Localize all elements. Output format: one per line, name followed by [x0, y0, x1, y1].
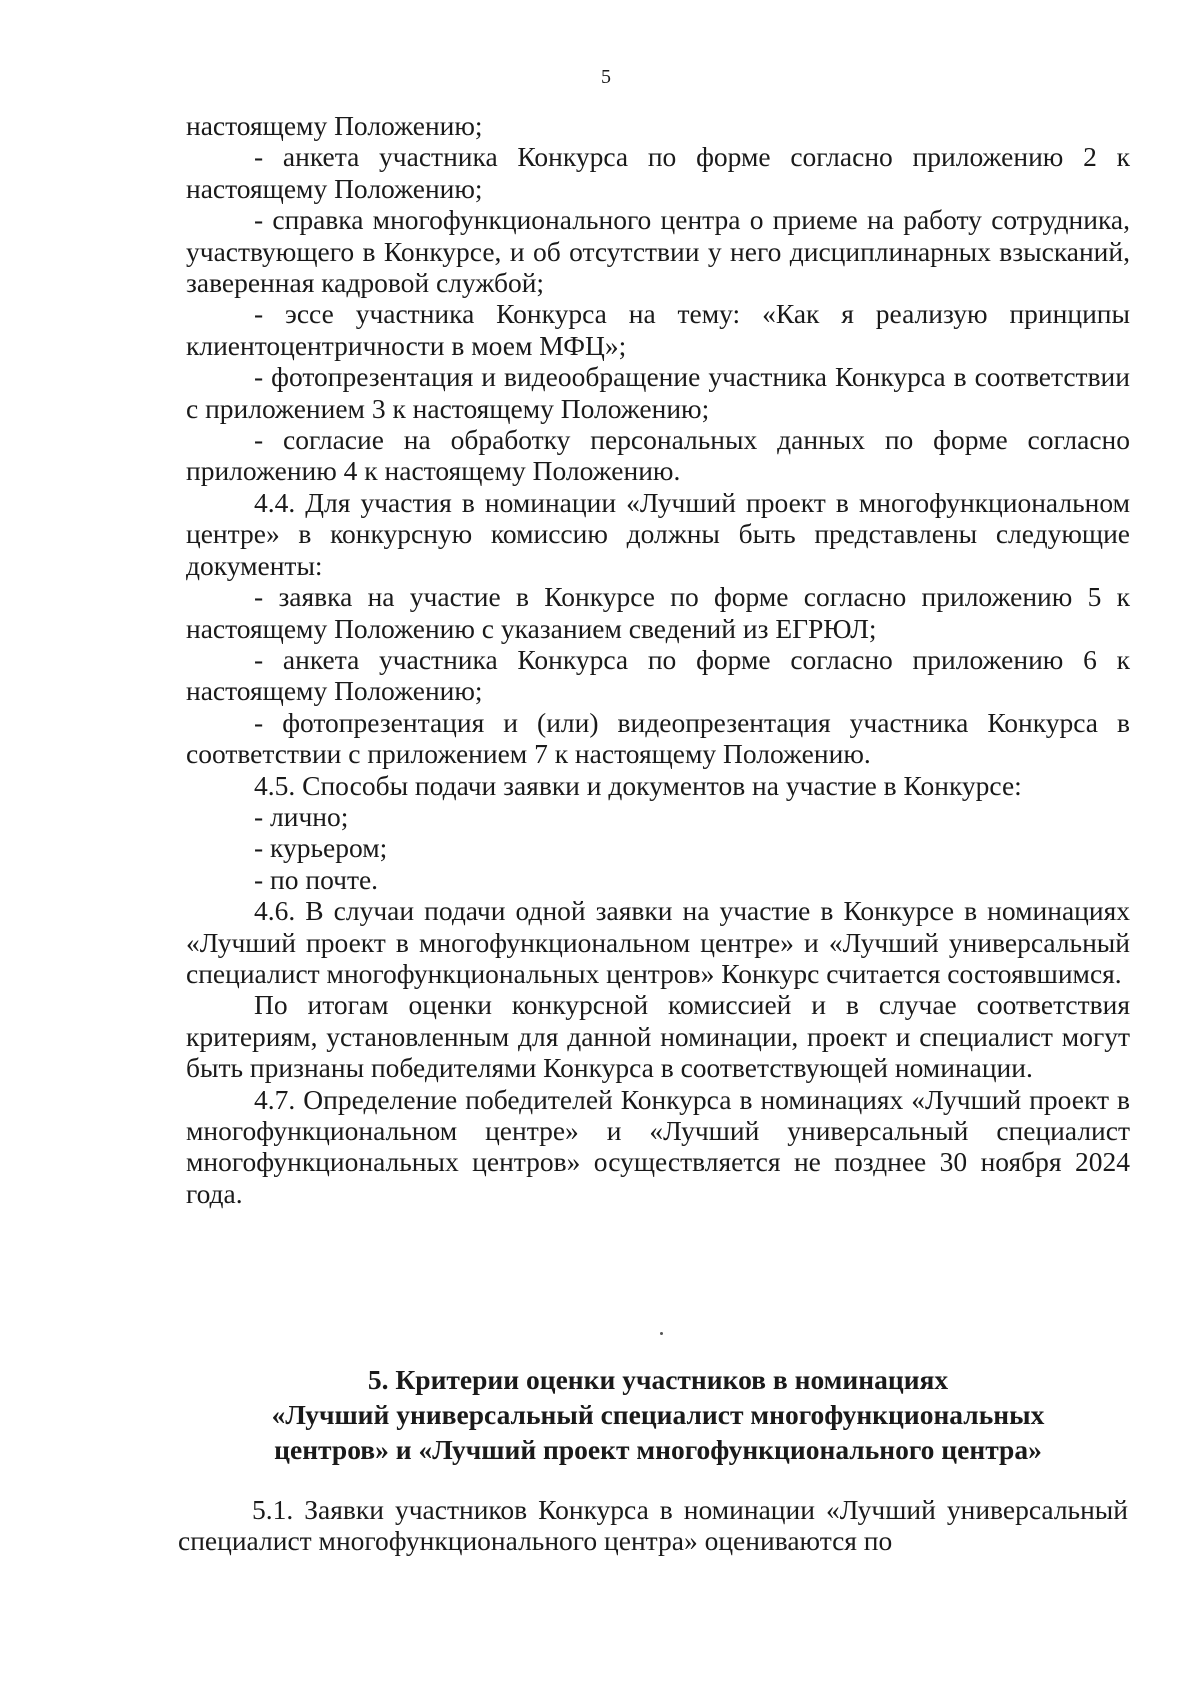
list-item-essay: - эссе участника Конкурса на тему: «Как я реализую принципы клиентоцентричности в моем МФЦ»; — [186, 298, 1130, 361]
body-text-upper — [186, 110, 1130, 1209]
section-heading-line-2: «Лучший универсальный специалист многофункциональных — [271, 1399, 1045, 1430]
list-item-application: - заявка на участие в Конкурсе по форме согласно приложению 5 к настоящему Положению с указанием сведений из ЕГРЮЛ; — [186, 581, 1130, 644]
list-item-questionnaire: - анкета участника Конкурса по форме согласно приложению 2 к настоящему Положению; — [186, 141, 1130, 204]
list-item-photo-video: - фотопрезентация и видеообращение участника Конкурса в соответствии с приложением 3 к настоящему Положению; — [186, 361, 1130, 424]
clause-5-1: 5.1. Заявки участников Конкурса в номинации «Лучший универсальный специалист многофункционального центра» оцениваются по — [178, 1494, 1128, 1557]
body-text-lower — [178, 1494, 1128, 1557]
list-item-in-person: - лично; — [254, 800, 349, 832]
clause-4-6: 4.6. В случаи подачи одной заявки на участие в Конкурсе в номинациях «Лучший проект в многофункциональном центре» и «Лучший универсальный специалист многофункциональных центров» Конкурс считается состоявшимся. — [186, 895, 1130, 989]
page-number: 5 — [601, 66, 611, 88]
paragraph-continuation: настоящему Положению; — [186, 110, 483, 141]
clause-4-7: 4.7. Определение победителей Конкурса в номинациях «Лучший проект в многофункциональном центре» и «Лучший универсальный специалист многофункциональных центров» осуществляется не позднее 30 ноября 2024 года. — [186, 1083, 1130, 1209]
list-item-consent: - согласие на обработку персональных данных по форме согласно приложению 4 к настоящему Положению. — [186, 424, 1130, 487]
list-item-certificate: - справка многофункционального центра о приеме на работу сотрудника, участвующего в Конкурсе, и об отсутствии у него дисциплинарных взысканий, заверенная кадровой службой; — [186, 204, 1130, 299]
section-heading-line-3: центров» и «Лучший проект многофункционального центра» — [274, 1434, 1042, 1465]
list-item-courier: - курьером; — [254, 832, 388, 864]
list-item-mail: - по почте. — [254, 863, 379, 895]
clause-4-6-results: По итогам оценки конкурсной комиссией и в случае соответствия критериям, установленным для данной номинации, проект и специалист могут быть признаны победителями Конкурса в соответствующей номинации. — [186, 989, 1130, 1084]
scan-speck — [660, 1332, 663, 1335]
clause-4-4: 4.4. Для участия в номинации «Лучший проект в многофункциональном центре» в конкурсную комиссию должны быть представлены следующие документы: — [186, 486, 1130, 581]
clause-4-5: 4.5. Способы подачи заявки и документов на участие в Конкурсе: — [254, 769, 1022, 801]
list-item-presentation: - фотопрезентация и (или) видеопрезентация участника Конкурса в соответствии с приложением 7 к настоящему Положению. — [186, 706, 1130, 770]
list-item-questionnaire-2: - анкета участника Конкурса по форме согласно приложению 6 к настоящему Положению; — [186, 643, 1130, 707]
section-heading-line-1: 5. Критерии оценки участников в номинациях — [367, 1364, 949, 1395]
section-heading — [186, 1362, 1130, 1467]
